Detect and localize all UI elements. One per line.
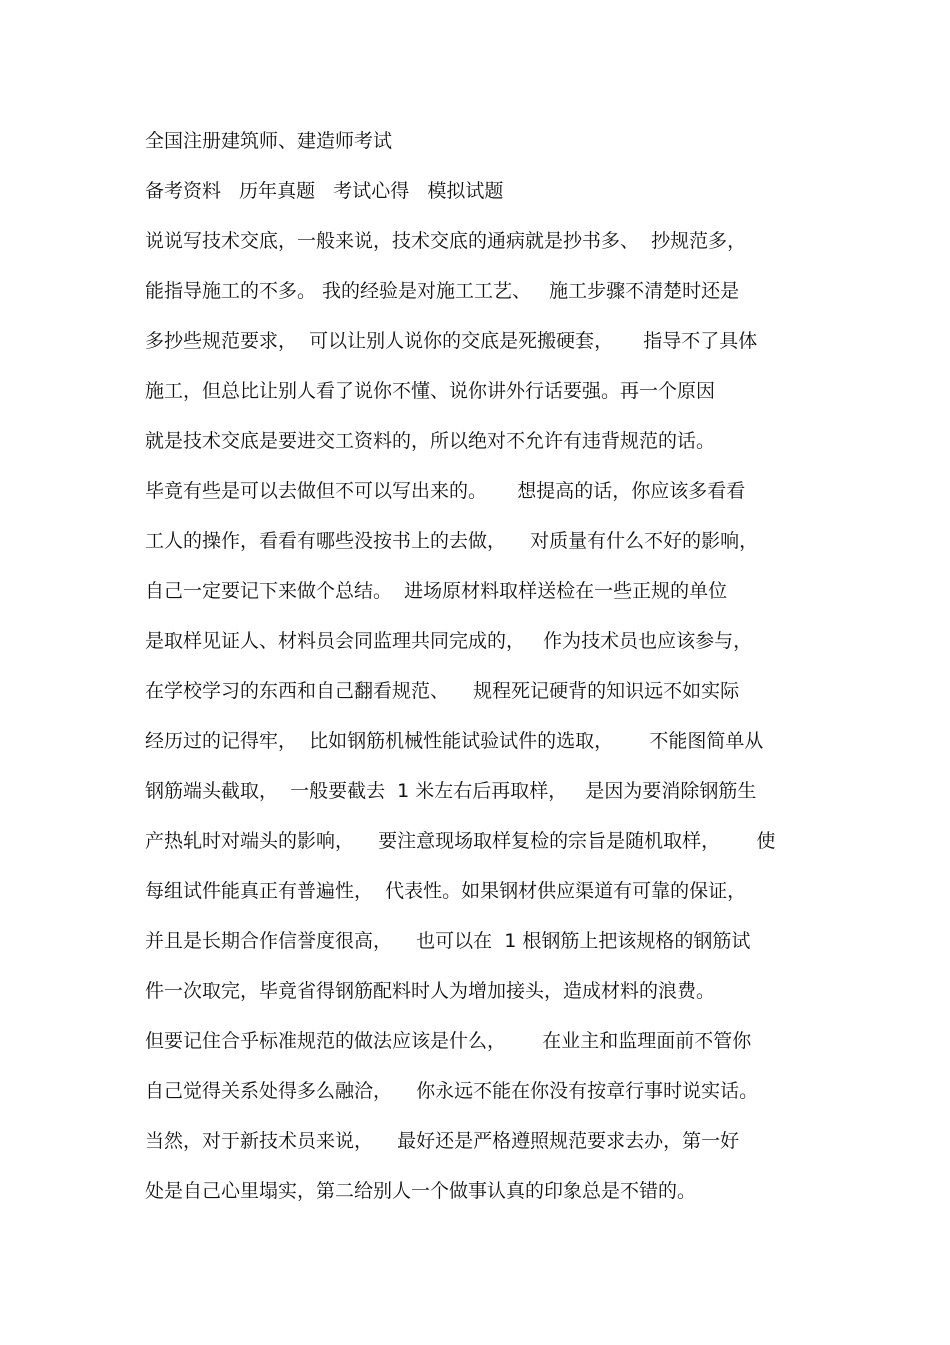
paragraph-line: 钢筋端头截取， 一般要截去 1 米左右后再取样， 是因为要消除钢筋生 xyxy=(145,780,757,802)
paragraph-line: 经历过的记得牢， 比如钢筋机械性能试验试件的选取， 不能图简单从 xyxy=(145,730,764,752)
paragraph-line: 自己觉得关系处得多么融洽， 你永远不能在你没有按章行事时说实话。 xyxy=(145,1080,759,1102)
paragraph-line: 工人的操作，看看有哪些没按书上的去做， 对质量有什么不好的影响， xyxy=(145,530,759,552)
paragraph-line: 件一次取完，毕竟省得钢筋配料时人为增加接头，造成材料的浪费。 xyxy=(145,980,716,1002)
paragraph-line: 是取样见证人、材料员会同监理共同完成的， 作为技术员也应该参与， xyxy=(145,630,753,652)
document-subtitle: 备考资料 历年真题 考试心得 模拟试题 xyxy=(145,180,504,202)
paragraph-line: 每组试件能真正有普遍性， 代表性。如果钢材供应渠道有可靠的保证， xyxy=(145,880,747,902)
paragraph-line: 就是技术交底是要进交工资料的，所以绝对不允许有违背规范的话。 xyxy=(145,430,716,452)
paragraph-line: 说说写技术交底，一般来说，技术交底的通病就是抄书多、 抄规范多， xyxy=(145,230,747,252)
paragraph-line: 但要记住合乎标准规范的做法应该是什么， 在业主和监理面前不管你 xyxy=(145,1030,752,1052)
paragraph-line: 并且是长期合作信誉度很高， 也可以在 1 根钢筋上把该规格的钢筋试 xyxy=(145,930,751,952)
document-body xyxy=(145,123,825,1223)
paragraph-line: 自己一定要记下来做个总结。 进场原材料取样送检在一些正规的单位 xyxy=(145,580,728,602)
paragraph-line: 当然，对于新技术员来说， 最好还是严格遵照规范要求去办，第一好 xyxy=(145,1130,740,1152)
document-title: 全国注册建筑师、建造师考试 xyxy=(145,130,393,152)
paragraph-line: 在学校学习的东西和自己翻看规范、 规程死记硬背的知识远不如实际 xyxy=(145,680,740,702)
paragraph-line: 多抄些规范要求， 可以让别人说你的交底是死搬硬套， 指导不了具体 xyxy=(145,330,758,352)
paragraph-line: 产热轧时对端头的影响， 要注意现场取样复检的宗旨是随机取样， 使 xyxy=(145,830,776,852)
paragraph-line: 能指导施工的不多。 我的经验是对施工工艺、 施工步骤不清楚时还是 xyxy=(145,280,740,302)
paragraph-line: 施工，但总比让别人看了说你不懂、说你讲外行话要强。再一个原因 xyxy=(145,380,716,402)
paragraph-line: 毕竟有些是可以去做但不可以写出来的。 想提高的话，你应该多看看 xyxy=(145,480,746,502)
paragraph-line: 处是自己心里塌实，第二给别人一个做事认真的印象总是不错的。 xyxy=(145,1180,697,1202)
